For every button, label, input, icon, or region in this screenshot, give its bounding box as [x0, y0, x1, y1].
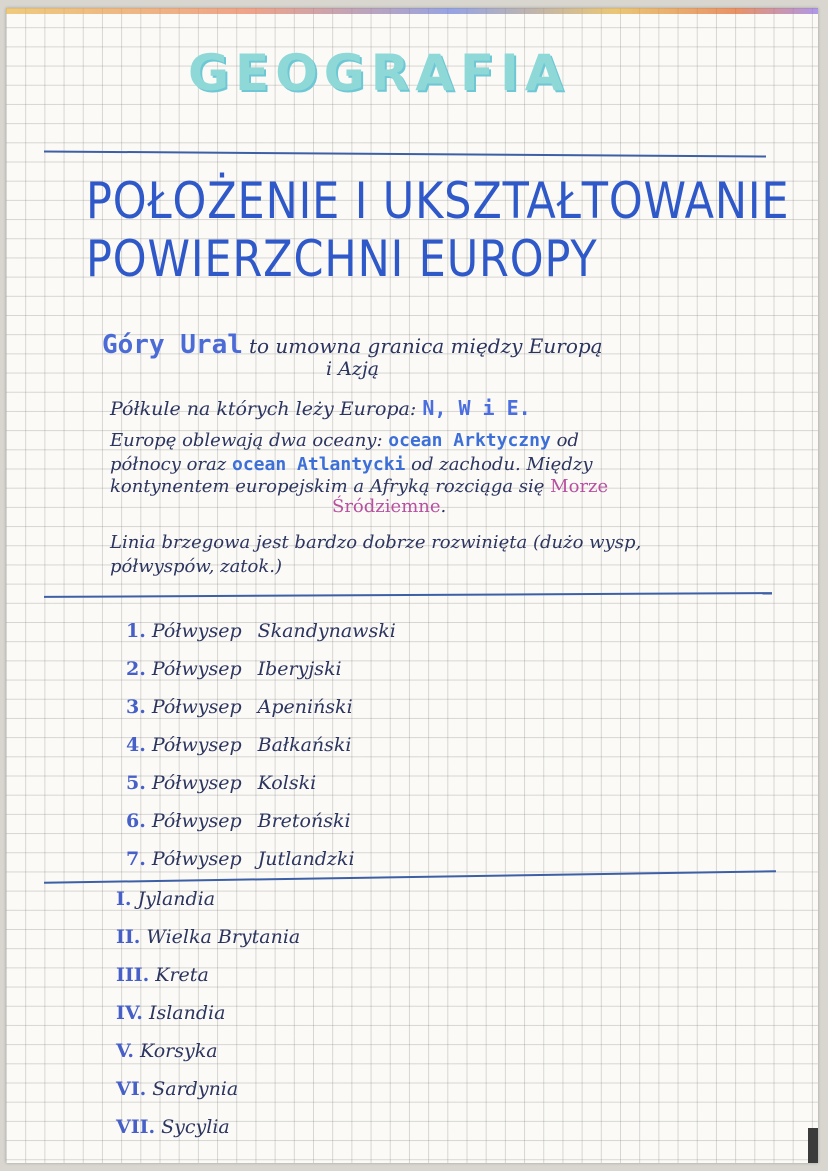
note-hemispheres-highlight: N, W i E. — [422, 396, 531, 420]
list-item — [126, 734, 352, 756]
list-name: Sardynia — [152, 1078, 239, 1100]
list-name: Iberyjski — [257, 658, 342, 680]
list-kind: Półwysep — [151, 696, 242, 718]
note-hemispheres-text: Półkule na których leży Europa: — [110, 398, 417, 420]
list-number: 4. — [126, 734, 146, 756]
note-ural-line2: i Azją — [326, 358, 380, 380]
list-number: 5. — [126, 772, 146, 794]
list-kind: Półwysep — [151, 772, 242, 794]
list-kind: Półwysep — [151, 620, 242, 642]
list-kind: Półwysep — [151, 848, 242, 870]
list-name: Sycylia — [161, 1116, 230, 1138]
oceans-text-1: Europę oblewają dwa oceany: — [110, 430, 383, 451]
note-oceans-line3 — [110, 476, 608, 497]
list-item — [126, 772, 316, 794]
note-oceans-line4 — [332, 496, 446, 517]
notebook-page — [6, 8, 818, 1163]
list-item — [116, 1116, 230, 1138]
divider-lower — [44, 870, 776, 883]
list-name: Jylandia — [137, 888, 216, 910]
list-item — [126, 848, 355, 870]
list-name: Bretoński — [257, 810, 351, 832]
note-ural — [102, 330, 603, 360]
note-oceans-line1 — [110, 430, 579, 451]
note-hemispheres — [110, 396, 531, 420]
note-coast-line1: Linia brzegowa jest bardzo dobrze rozwinięta (dużo wysp, — [110, 532, 642, 553]
list-number: 7. — [126, 848, 146, 870]
sea-mediterranean-2: Śródziemne — [332, 496, 441, 517]
list-name: Kolski — [257, 772, 317, 794]
divider-middle — [44, 592, 772, 598]
list-number: 1. — [126, 620, 146, 642]
list-item — [116, 926, 300, 948]
list-item — [116, 964, 209, 986]
list-number: V. — [116, 1040, 135, 1062]
ocean-atlantic: ocean Atlantycki — [232, 454, 406, 475]
list-name: Jutlandzki — [257, 848, 355, 870]
page-title-line2: POWIERZCHNI EUROPY — [86, 230, 598, 288]
oceans-text-2: od — [556, 430, 579, 451]
list-kind: Półwysep — [151, 658, 242, 680]
note-coast-line2: półwyspów, zatok.) — [110, 556, 283, 577]
sea-mediterranean-1: Morze — [550, 476, 609, 497]
list-number: IV. — [116, 1002, 143, 1024]
list-name: Wielka Brytania — [146, 926, 301, 948]
list-item — [116, 1078, 238, 1100]
list-number: 3. — [126, 696, 146, 718]
divider-top — [44, 150, 766, 157]
list-item — [116, 1040, 218, 1062]
list-name: Korsyka — [140, 1040, 218, 1062]
oceans-text-4: od zachodu. Między — [411, 454, 593, 475]
page-title-line1: POŁOŻENIE I UKSZTAŁTOWANIE — [86, 172, 790, 230]
note-oceans-line2 — [110, 454, 593, 475]
list-item — [126, 658, 342, 680]
list-kind: Półwysep — [151, 810, 242, 832]
subject-heading: GEOGRAFIA — [188, 44, 570, 102]
note-ural-highlight: Góry Ural — [102, 330, 243, 360]
oceans-text-3: północy oraz — [110, 454, 227, 475]
list-item — [126, 620, 396, 642]
list-number: 2. — [126, 658, 146, 680]
oceans-text-5: kontynentem europejskim a Afryką rozciąga się — [110, 476, 545, 497]
list-number: III. — [116, 964, 150, 986]
list-number: 6. — [126, 810, 146, 832]
colored-top-edge — [6, 8, 818, 14]
list-item — [126, 810, 351, 832]
list-name: Kreta — [155, 964, 209, 986]
list-item — [116, 1002, 225, 1024]
page-edge-shadow — [808, 1128, 818, 1163]
ocean-arctic: ocean Arktyczny — [388, 430, 551, 451]
list-name: Skandynawski — [257, 620, 396, 642]
list-item — [116, 888, 215, 910]
list-number: VII. — [116, 1116, 156, 1138]
list-name: Bałkański — [257, 734, 352, 756]
list-name: Apeniński — [257, 696, 353, 718]
list-item — [126, 696, 353, 718]
list-number: I. — [116, 888, 132, 910]
oceans-text-6: . — [440, 496, 447, 517]
list-name: Islandia — [148, 1002, 226, 1024]
list-kind: Półwysep — [151, 734, 242, 756]
list-number: II. — [116, 926, 141, 948]
list-number: VI. — [116, 1078, 147, 1100]
note-ural-text: to umowna granica między Europą — [248, 334, 603, 358]
